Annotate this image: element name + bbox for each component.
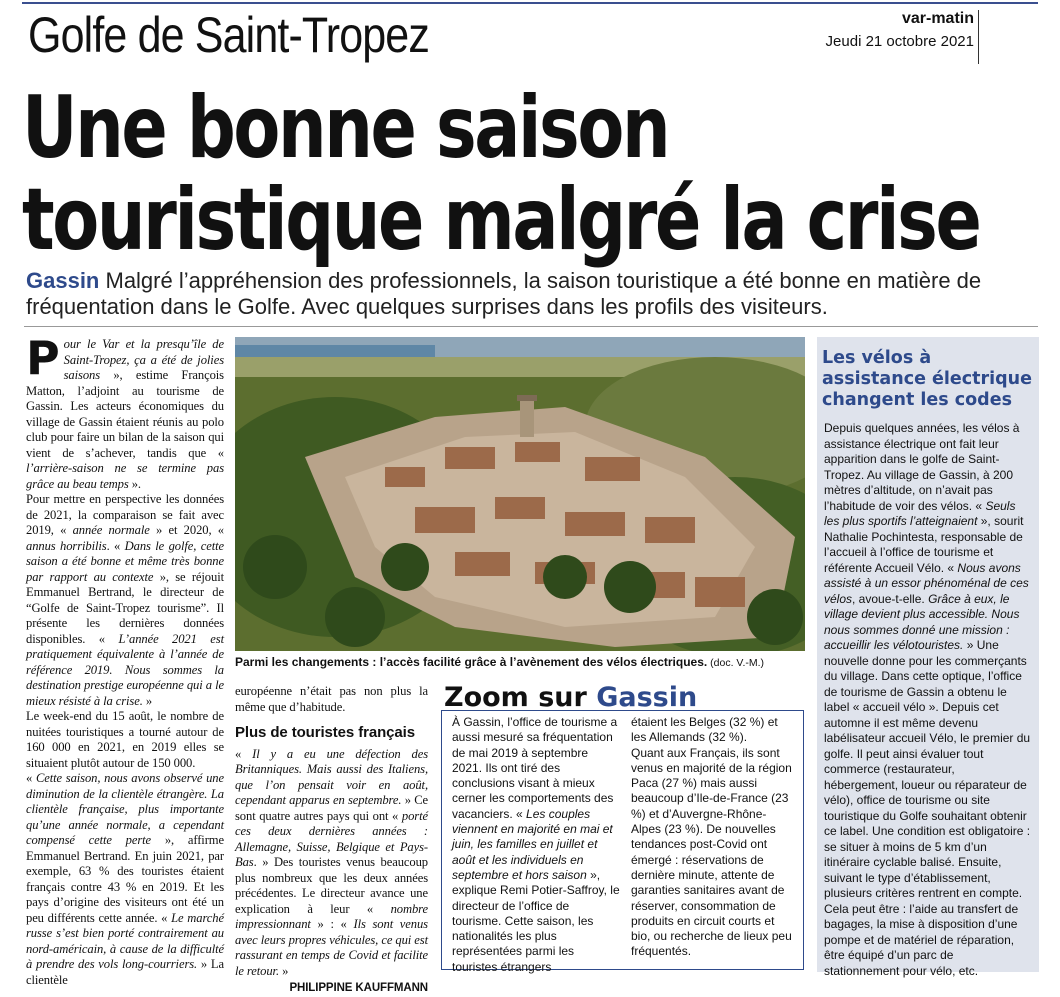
quote-run: Il y a eu une défection des Britanniques. Mais aussi des Italiens, que l’on pensait voir en août, cependant apparus en septembre. [235,746,428,807]
quote-run: porté ces deux dernières années : Allemagne, Suisse, Belgique et Pays-Bas [235,808,428,869]
header-divider [978,10,979,64]
photo-credit: (doc. V.-M.) [707,657,765,669]
paragraph [26,771,224,988]
quote-run: annus horribilis [26,538,107,553]
sidebar-title: Les vélos à assistance électrique changent les codes [822,348,1032,410]
drop-cap: P [26,331,60,385]
headline [22,78,1040,270]
subheading: Plus de touristes français [235,724,415,741]
caption-text: Parmi les changements : l’accès facilité grâce à l’avènement des vélos électriques. [235,655,708,669]
chapo [26,268,1036,320]
text-run: » La clientèle [26,957,224,987]
photo-illustration [235,337,805,651]
text-run: », explique Remi Potier-Saffroy, le directeur de l’office de tourisme. Cette saison, les nationalités les plus représentées parmi les touristes étrangers [452,867,620,974]
village-aerial-photo [235,337,805,651]
text-run: , avoue-t-elle. [852,591,929,606]
text-run: « [235,746,253,761]
text-run: our [63,337,88,351]
section-title: Golfe de Saint-Tropez [28,7,430,63]
text-run: » Une nouvelle donne pour les commerçants du village. Dans cette optique, l’office de tourisme de Gassin a obtenu le label « accueil vélo ». Depuis cet automne il est même devenu labélisateur accueil Vélo, le premier du golfe. Il peut ainsi évaluer tout commerce (restaurateur, hébergement, loueur ou réparateur de vélo), office de tourisme ou site touristique du Golfe souhaitant obtenir ce label. Une condition est obligatoire : se situer à moins de 5 km d’un itinéraire cyclable balisé. Ensuite, suivant le type d’établissement, plusieurs critères rentrent en compte. Cela peut être : l’aide au transfert de bagages, la mise à disposition d’une pompe et de matériel de réparation, être équipé d’un parc de stationnement pour vélo, etc. [824,638,1031,978]
zoom-title [444,682,697,713]
header-rule [22,2,1038,4]
sidebar-text [824,421,1032,979]
quote-run: L’année 2021 est pratiquement équivalente à l’année de référence 2019. Nous sommes la destination prestige européenne qui a le mieux résisté à la crise. [26,631,224,708]
article-column-1 [26,331,224,988]
photo-caption [235,655,810,669]
paragraph: Quant aux Français, ils sont venus en majorité de la région Paca (27 %) mais aussi beaucoup d’Ile-de-France (23 %) et d’Auvergne-Rhône-Alpes (23 %). De nouvelles tendances post-Covid ont émergé : réservations de dernière minute, attente de garanties sanitaires avant de réserver, consommation de produits en circuit courts et bio, ou recherche de lieux peu fréquentés. [631,745,792,959]
newspaper-name: var-matin [901,10,974,27]
paragraph [452,715,620,975]
text-run: » : « [310,917,354,931]
quote-run: le Var et la presqu’île de Saint-Tropez, ça a été de jolies saisons [63,337,224,382]
quote-run: Nous avons assisté à un essor phénoménal de ces vélos [824,560,1029,606]
text-run: À Gassin, l’office de tourisme a aussi mesuré sa fréquentation de mai 2019 à septembre 2021. Ils ont tiré des conclusions visant à mieux cerner les comportements des vacanciers. « [452,715,618,821]
quote-run: Le marché russe s’est bien porté contrairement au nord-américain, à cause de la difficulté à prendre des vols long-courriers. [26,910,224,971]
text-run: » [142,693,153,708]
zoom-title-place: Gassin [596,682,698,713]
quote-run: nombre impressionnant [235,901,428,931]
headline-line-2: touristique malgré la crise [22,170,980,270]
text-run: », se réjouit Emmanuel Bertrand, le directeur de “Golfe de Saint-Tropez tourisme”. Il présente les dernières données disponibles. « [26,569,224,646]
text-run: », sourit Nathalie Pochintesta, responsable de l’accueil à l’office de tourisme et référente Accueil Vélo. « [824,514,1024,575]
article-column-2 [235,684,428,997]
quote-run: Seuls les plus sportifs l’atteignaient [824,498,1016,528]
quote-run: Dans le golfe, cette saison a été bonne et même très bonne par rapport au contexte [26,538,224,584]
paragraph [235,747,428,980]
text-run: Depuis quelques années, les vélos à assistance électrique ont fait leur apparition dans le golfe de Saint-Tropez. Au village de Gassin, à 200 mètres d’altitude, on n’avait pas l’habitude de voir des vélos. « [824,421,1020,513]
text-run: ». [128,476,141,491]
quote-run: année normale [72,523,150,537]
zoom-column-1 [452,715,620,975]
text-run: » [279,963,289,978]
text-run: . « [106,538,125,553]
chapo-text: Malgré l’appréhension des professionnels, la saison touristique a été bonne en matière de fréquentation dans le Golfe. Avec quelques surprises dans les profils des visiteurs. [26,268,982,319]
author-signature: PHILIPPINE KAUFFMANN [289,982,428,994]
location-tag: Gassin [26,268,100,293]
text-run: » Ce sont quatre autres pays qui ont « [235,793,428,823]
text-run: Pour mettre en perspective les données de 2021, la comparaison se fait avec 2019, « [26,492,224,537]
zoom-column-2 [631,715,796,960]
text-run: « [26,771,36,785]
chapo-rule [24,326,1038,327]
paragraph: européenne n’était pas non plus la même que d’habitude. [235,684,428,714]
paragraph: étaient les Belges (32 %) et les Allemands (32 %). [631,715,778,745]
paragraph [26,331,224,492]
paragraph [824,421,1032,979]
quote-run: Grâce à eux, le village devient plus accessible. Nous nous sommes donné une mission : accueillir les vélotouristes. [824,591,1020,652]
quote-run: Les couples viennent en majorité en mai et juin, les familles en juillet et août et les individuels en septembre et hors saison [452,806,613,882]
text-run: », affirme Emmanuel Bertrand. En juin 2021, par exemple, 63 % des touristes étaient français contre 43 % en 2019. Et les pays d’origine des visiteurs ont été un peu différents cette année. « [26,833,224,925]
quote-run: l’arrière-saison ne se termine pas grâce au beau temps [26,461,224,491]
quote-run: Ils sont venus avec leurs propres véhicules, ce qui est rassurant en temps de Covid et facilite le retour. [235,917,428,978]
quote-run: Cette saison, nous avons observé une diminution de la clientèle étrangère. La clientèle française, plus importante qu’une année normale, a cependant compensé cette perte [26,771,224,847]
publication-date: Jeudi 21 octobre 2021 [825,33,974,50]
paragraph [26,492,224,709]
text-run: », estime François Matton, l’adjoint au tourisme de Gassin. Les acteurs économiques du village de Gassin étaient réunis au polo club pour faire un bilan de la saison qui vient de s’achever, tandis que « [26,368,224,460]
headline-line-1: Une bonne saison [22,78,669,178]
zoom-title-prefix: Zoom sur [444,682,597,713]
text-run: . » Des touristes venus beaucoup plus nombreux que les deux années précédentes. Le directeur avance une explication à leur « [235,855,428,916]
paragraph: Le week-end du 15 août, le nombre de nuitées touristiques a tourné autour de 160 000 en 2021, en 2019 elles se situaient plutôt autour de 150 000. [26,709,224,770]
text-run: » et 2020, « [149,523,224,537]
